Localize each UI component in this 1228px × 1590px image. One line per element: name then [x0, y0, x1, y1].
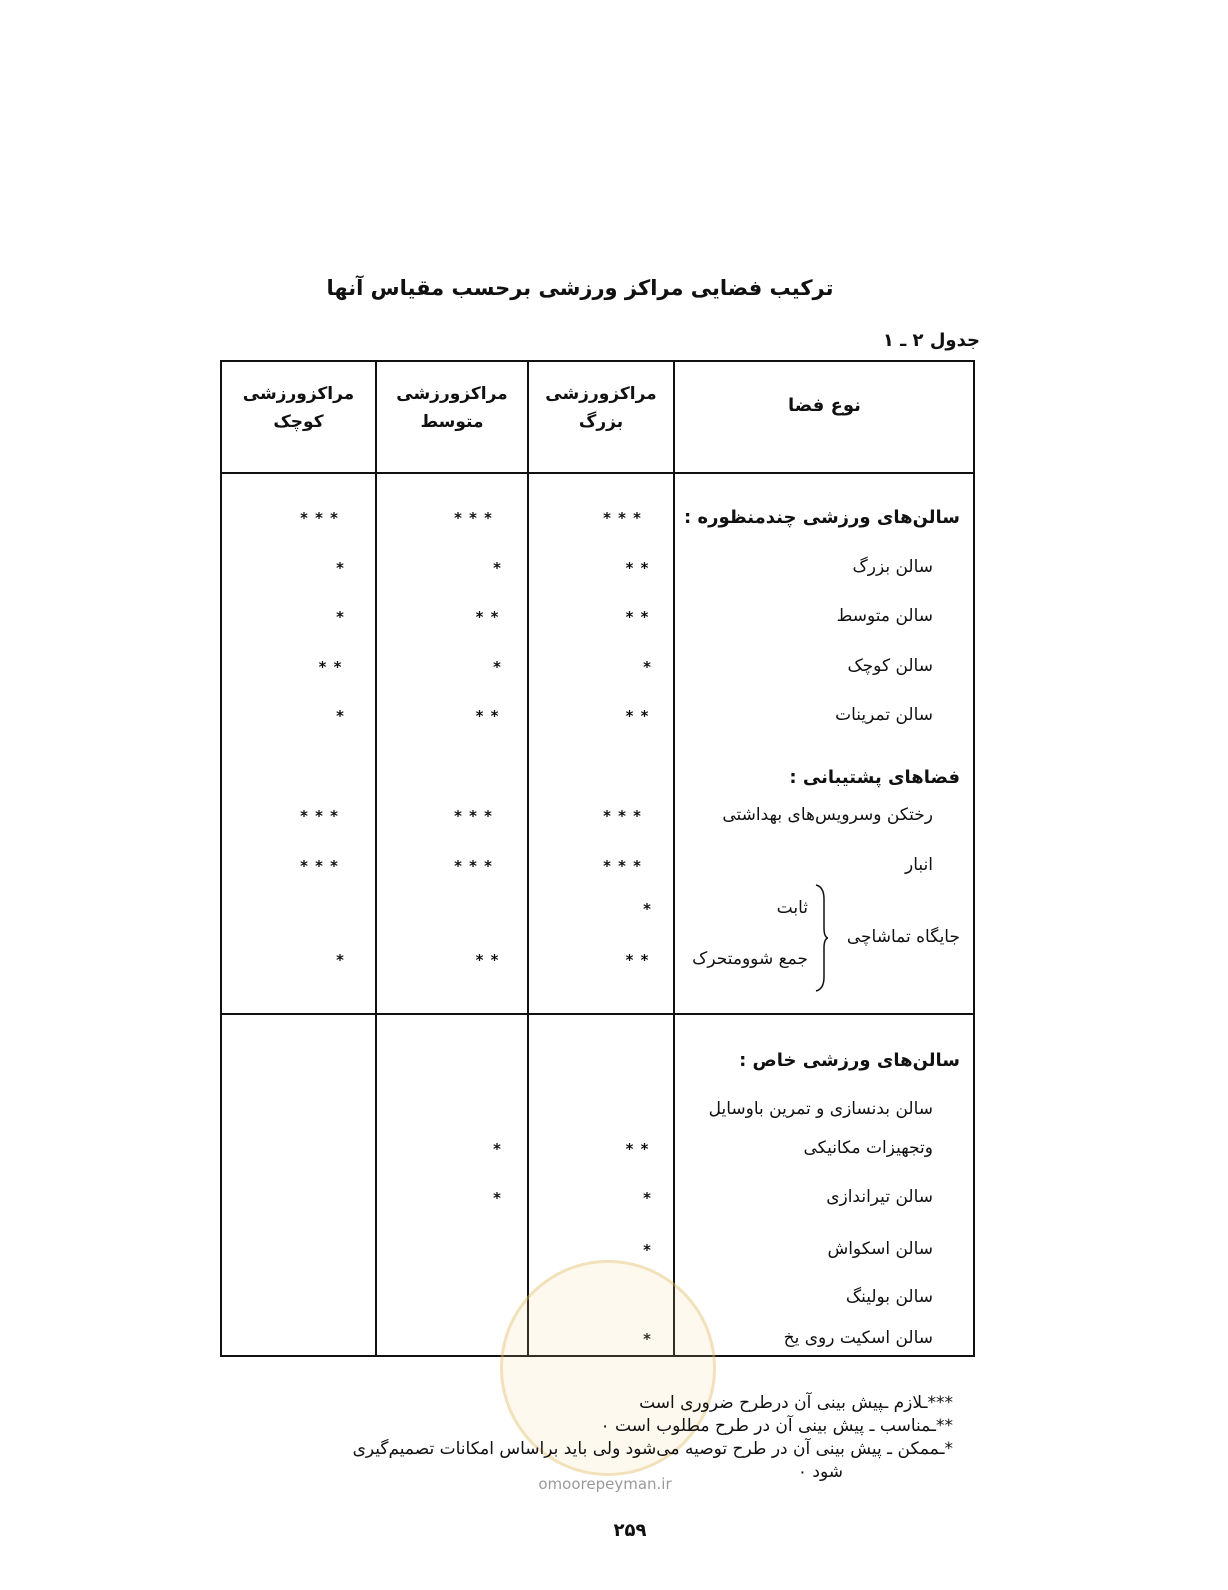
mark-medium: ***: [453, 857, 499, 875]
row-label: سالن اسکیت روی یخ: [783, 1328, 933, 1348]
legend-line: **ـمناسب ـ پیش بینی آن در طرح مطلوب است ٠: [600, 1416, 953, 1436]
mark-large: **: [624, 608, 656, 626]
mark-multi-large: ***: [602, 509, 648, 527]
row-label: سالن تیراندازی: [826, 1187, 933, 1207]
table-label: جدول ۲ ـ ۱: [882, 330, 980, 351]
mark-large: *: [642, 1241, 658, 1259]
header-large: مراکزورزشی بزرگ: [545, 384, 657, 432]
mark-small: ***: [299, 857, 345, 875]
page-number: ۲۵۹: [613, 1520, 647, 1541]
section-special: سالن‌های ورزشی خاص :: [739, 1050, 960, 1071]
mark-small: *: [335, 707, 351, 725]
watermark-text: omoorepeyman.ir: [538, 1475, 672, 1493]
spectator-label: جایگاه تماشاچی: [846, 927, 960, 947]
row-label: سالن متوسط: [836, 606, 933, 626]
mark-large: ***: [602, 807, 648, 825]
page-title: ترکیب فضایی مراکز ورزشی برحسب مقیاس آنها: [326, 276, 834, 300]
section-divider: [220, 1013, 975, 1015]
mark-small: *: [335, 608, 351, 626]
mark-small: *: [335, 951, 351, 969]
brace-icon: [812, 883, 828, 993]
mark-multi-small: ***: [299, 509, 345, 527]
header-small: مراکزورزشی کوچک: [242, 384, 355, 432]
mark-medium: **: [474, 707, 506, 725]
mark-large: *: [642, 900, 658, 918]
row-label: وتجهیزات مکانیکی: [803, 1138, 933, 1158]
mark-large: *: [642, 1189, 658, 1207]
mark-large: *: [642, 658, 658, 676]
mark-large: **: [624, 1140, 656, 1158]
mark-medium: **: [474, 608, 506, 626]
row-label: سالن اسکواش: [827, 1239, 933, 1259]
row-label: سالن بزرگ: [852, 557, 933, 577]
legend-line: *ـممکن ـ پیش بینی آن در طرح توصیه می‌شود ولی باید براساس امکانات تصمیم‌گیری: [352, 1439, 953, 1459]
row-label: ثابت: [776, 898, 808, 918]
mark-large: **: [624, 707, 656, 725]
mark-large: **: [624, 559, 656, 577]
mark-medium: *: [492, 658, 508, 676]
row-label: جمع شوومتحرک: [692, 949, 808, 969]
row-label: انبار: [905, 855, 933, 875]
mark-large: ***: [602, 857, 648, 875]
header-space-type: نوع فضا: [788, 395, 861, 416]
header-medium: مراکزورزشی متوسط: [396, 384, 508, 432]
mark-small: **: [317, 658, 349, 676]
legend-line: ***ـلازم ـپیش بینی آن درطرح ضروری است: [639, 1393, 953, 1413]
mark-large: *: [642, 1330, 658, 1348]
row-label: سالن بولینگ: [845, 1287, 933, 1307]
section-support: فضاهای پشتیبانی :: [789, 767, 960, 788]
mark-medium: ***: [453, 807, 499, 825]
row-label: سالن تمرینات: [835, 705, 933, 725]
mark-multi-medium: ***: [453, 509, 499, 527]
mark-medium: *: [492, 1189, 508, 1207]
mark-large: **: [624, 951, 656, 969]
legend-line: شود ٠: [797, 1462, 843, 1482]
row-label: سالن بدنسازی و تمرین باوسایل: [708, 1099, 933, 1119]
mark-small: ***: [299, 807, 345, 825]
header-divider: [220, 472, 975, 474]
mark-medium: *: [492, 1140, 508, 1158]
section-multi: سالن‌های ورزشی چندمنظوره :: [684, 507, 960, 528]
mark-medium: **: [474, 951, 506, 969]
mark-small: *: [335, 559, 351, 577]
row-label: رختکن وسرویس‌های بهداشتی: [722, 805, 933, 825]
row-label: سالن کوچک: [847, 656, 933, 676]
mark-medium: *: [492, 559, 508, 577]
